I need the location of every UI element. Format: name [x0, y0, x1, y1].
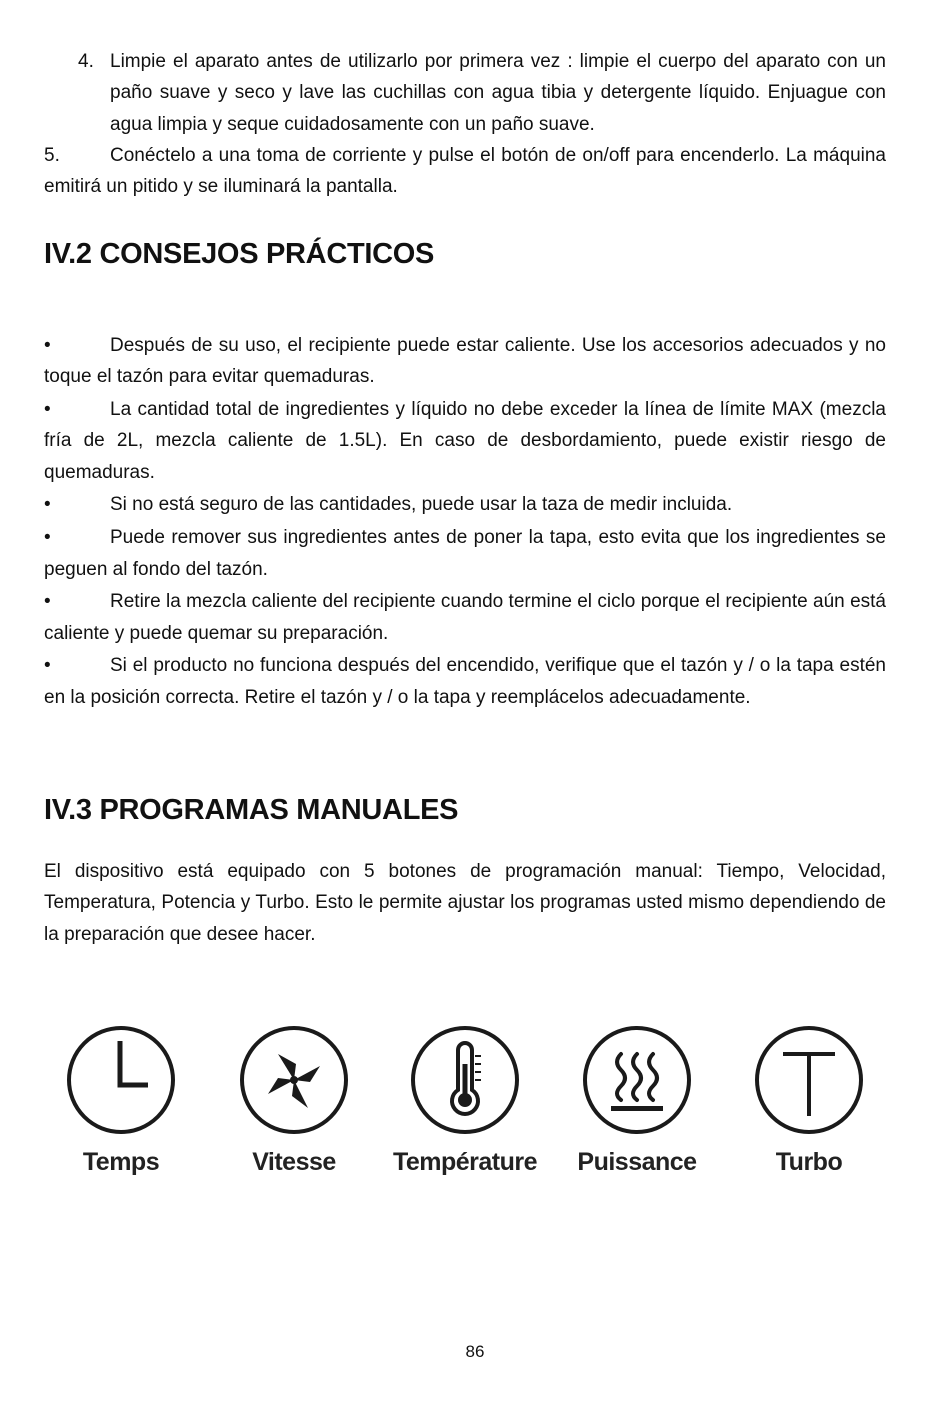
- list-item: [44, 330, 886, 393]
- step-4: [44, 46, 886, 140]
- heat-waves-icon: [581, 1024, 693, 1136]
- clock-icon: [65, 1024, 177, 1136]
- icon-label: Temps: [82, 1148, 160, 1176]
- temps-button: [36, 1024, 206, 1194]
- list-item: [44, 586, 886, 649]
- program-icons-row: [44, 1024, 886, 1194]
- vitesse-button: [209, 1024, 379, 1194]
- step-5: [44, 140, 886, 203]
- list-item: [44, 522, 886, 585]
- bullet-icon: •: [44, 399, 51, 421]
- section-manual-paragraph: El dispositivo está equipado con 5 botones de programación manual: Tiempo, Velocidad, Temperatura, Potencia y Turbo. Esto le permite ajustar los programas usted mismo dependiendo de la preparación que desee hacer.: [44, 861, 886, 945]
- step-5-number: 5.: [44, 145, 60, 166]
- bullet-icon: •: [44, 494, 51, 516]
- puissance-button: [552, 1024, 722, 1194]
- list-item-text: Retire la mezcla caliente del recipiente cuando termine el ciclo porque el recipiente aún está caliente y puede quemar su preparación.: [44, 591, 886, 644]
- step-4-number: 4.: [78, 51, 94, 72]
- icon-label: Turbo: [775, 1148, 843, 1176]
- temperature-button: [380, 1024, 550, 1194]
- tips-list: [44, 330, 886, 715]
- list-item: [44, 650, 886, 713]
- list-item-text: Si el producto no funciona después del encendido, verifique que el tazón y / o la tapa estén en la posición correcta. Retire el tazón y / o la tapa y reemplácelos adecuadamente.: [44, 655, 886, 708]
- list-item-text: La cantidad total de ingredientes y líquido no debe exceder la línea de límite MAX (mezcla fría de 2L, mezcla caliente de 1.5L). En caso de desbordamiento, puede existir riesgo de quemaduras.: [44, 399, 886, 483]
- icon-label: Puissance: [577, 1148, 697, 1176]
- list-item-text: Puede remover sus ingredientes antes de poner la tapa, esto evita que los ingredientes se peguen al fondo del tazón.: [44, 527, 886, 580]
- bullet-icon: •: [44, 335, 51, 356]
- step-4-text: Limpie el aparato antes de utilizarlo por primera vez : limpie el cuerpo del aparato con un paño suave y seco y lave las cuchillas con agua tibia y detergente líquido. Enjuague con agua limpia y seque cuidadosamente con un paño suave.: [110, 51, 886, 135]
- list-item: [44, 394, 886, 488]
- bullet-icon: •: [44, 527, 51, 549]
- page-number: 86: [465, 1342, 485, 1361]
- icon-label: Vitesse: [252, 1148, 336, 1176]
- section-tips-title: IV.2 CONSEJOS PRÁCTICOS: [44, 238, 435, 270]
- bullet-icon: •: [44, 591, 51, 613]
- list-item-text: Después de su uso, el recipiente puede estar caliente. Use los accesorios adecuados y no toque el tazón para evitar quemaduras.: [44, 335, 886, 388]
- step-5-text: Conéctelo a una toma de corriente y pulse el botón de on/off para encenderlo. La máquina emitirá un pitido y se iluminará la pantalla.: [44, 145, 886, 198]
- list-item-text: Si no está seguro de las cantidades, puede usar la taza de medir incluida.: [110, 494, 733, 516]
- fan-icon: [238, 1024, 350, 1136]
- turbo-button: [724, 1024, 894, 1194]
- bullet-icon: •: [44, 655, 51, 677]
- turbo-t-icon: [753, 1024, 865, 1136]
- thermometer-icon: [409, 1024, 521, 1136]
- icon-label: Température: [392, 1148, 538, 1176]
- section-manual-title: IV.3 PROGRAMAS MANUALES: [44, 794, 459, 826]
- list-item: [44, 489, 886, 520]
